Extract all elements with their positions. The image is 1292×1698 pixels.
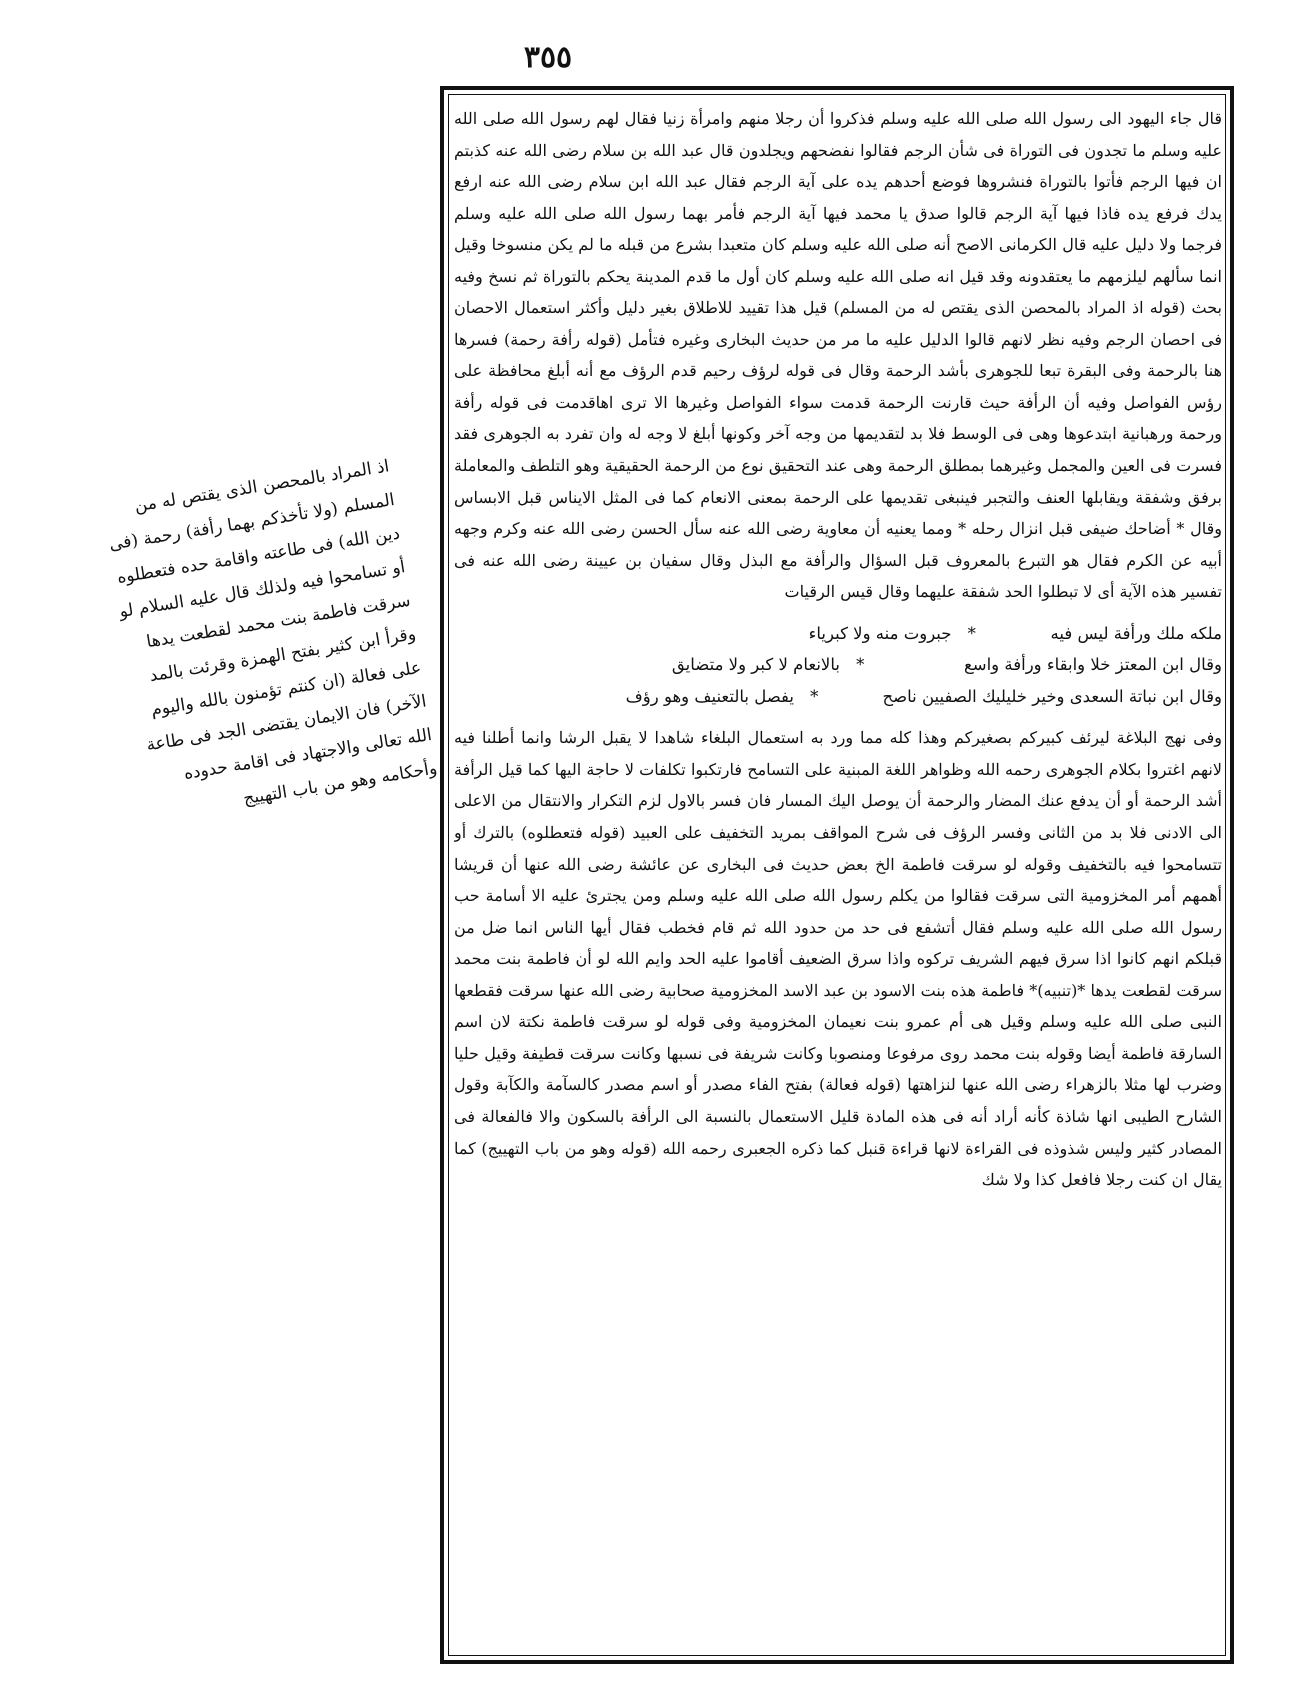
main-text-column [454,103,1222,1655]
verse-separator: * [856,655,865,675]
verse-hemistich-first: خلا وابقاء ورأفة واسع [963,655,1111,675]
verse-line [454,618,1222,650]
margin-note-text: اذ المراد بالمحصن الذى يقتص له من المسلم (ولا تأخذكم بهما رأفة) رحمة (فى دين الله) فى طاعته واقامة حده فتعطلوه أو تسامحوا فيه ولذلك قال عليه السلام لو سرقت فاطمة بنت محمد لقطعت يدها وقرأ ابن كثير بفتح الهمزة وقرئت بالمد على فعالة (ان كنتم تؤمنون بالله واليوم الآخر) فان الايمان يقتضى الجد فى طاعة الله تعالى والاجتهاد فى اقامة حدوده وأحكامه وهو من باب التهييج [107,456,439,809]
verse-hemistich-second: جبروت منه ولا كبرياء [808,623,952,643]
margin-note [90,449,460,960]
verse-hemistich-second: بالانعام لا كبر ولا متضايق [671,655,840,675]
verse-line [454,649,1222,681]
verse-separator: * [810,686,819,706]
main-text-paragraph: قال جاء اليهود الى رسول الله صلى الله عليه وسلم فذكروا أن رجلا منهم وامرأة زنيا فقال لهم رسول الله صلى الله عليه وسلم ما تجدون فى التوراة فى شأن الرجم فقالوا نفضحهم ويجلدون قال عبد الله بن سلام رضى الله عنه كذبتم ان فيها الرجم فأتوا بالتوراة فنشروها فوضع أحدهم يده على آية الرجم فقال عبد الله ابن سلام رضى الله عنه ارفع يدك فرفع يده فاذا فيها آية الرجم قالوا صدق يا محمد فيها آية الرجم فأمر بهما رسول الله صلى الله عليه وسلم فرجما ولا دليل عليه قال الكرمانى الاصح أنه صلى الله عليه وسلم كان متعبدا بشرع من قبله ما لم يكن منسوخا وقيل انما سألهم ليلزمهم ما يعتقدونه وقد قيل انه صلى الله عليه وسلم كان أول ما قدم المدينة يحكم بالتوراة ثم نسخ وفيه بحث (قوله اذ المراد بالمحصن الذى يقتص له من المسلم) قيل هذا تقييد للاطلاق بغير دليل وأكثر استعمال الاحصان فى احصان الرجم وفيه نظر لانهم قالوا الدليل عليه ما مر من حديث البخارى وغيره فتأمل (قوله رأفة رحمة) فسرها هنا بالرحمة وفى البقرة تبعا للجوهرى بأشد الرحمة وقال فى قوله لرؤف رحيم قدم الرؤف مع أنه أبلغ محافظة على رؤس الفواصل وفيه أن الرأفة حيث قارنت الرحمة قدمت سواء الفواصل وغيرها الا ترى اهاقدمت فى قوله رأفة ورحمة ورهبانية ابتدعوها وهى فى الوسط فلا بد لتقديمها من وجه آخر وكونها أبلغ لا وجه له وان تفرد به الجوهرى فقد فسرت فى العين والمجمل وغيرهما بمطلق الرحمة وهى عند التحقيق نوع من الرحمة الحقيقية وهو التلطف والمعاملة برفق وشفقة ويقابلها العنف والتجبر فينبغى تقديمها على الرحمة بمعنى الانعام كما فى المثل الايناس قبل الابساس وقال * أضاحك ضيفى قبل انزال رحله * ومما يعنيه أن معاوية رضى الله عنه سأل الحسن رضى الله عنه وكرم وجهه أبيه عن الكرم فقال هو التبرع بالمعروف قبل السؤال والرأفة مع البذل وقال سفيان بن عيينة رضى الله عنه فى تفسير هذه الآية أى لا تبطلوا الحد شفقة عليهما وقال قيس الرقيات [454,109,1222,602]
main-text-paragraph: وفى نهج البلاغة ليرئف كبيركم بصغيركم وهذا كله مما ورد به استعمال البلغاء شاهدا لا يقبل الرشا وانما أطلنا فيه لانهم اغتروا بكلام الجوهرى رحمه الله وظواهر اللغة المبنية على التسامح فارتكبوا تكلفات لا حاجة اليها كما قيل الرأفة أشد الرحمة أو أن يدفع عنك المضار والرحمة أن يوصل اليك المسار فان فسر بالاول لزم التكرار والانتقال من الاعلى الى الادنى فلا بد من الثانى وفسر الرؤف فى شرح المواقف بمريد التخفيف على العبيد (قوله فتعطلوه) بالترك أو تتسامحوا فيه بالتخفيف وقوله لو سرقت فاطمة الخ بعض حديث فى البخارى عن عائشة رضى الله عنها أن قريشا أهمهم أمر المخزومية التى سرقت فقالوا من يكلم رسول الله صلى الله عليه وسلم ومن يجترئ عليه الا أسامة حب رسول الله صلى الله عليه وسلم فقال أتشفع فى حد من حدود الله ثم قام فخطب فقال أيها الناس انما ضل من قبلكم انهم كانوا اذا سرق فيهم الشريف تركوه واذا سرق الضعيف أقاموا عليه الحد وايم الله لو أن فاطمة بنت محمد سرقت لقطعت يدها *(تنبيه)* فاطمة هذه بنت الاسود بن عبد الاسد المخزومية صحابية رضى الله عنها سرقت فقطعها النبى صلى الله عليه وسلم وقيل هى أم عمرو بنت نعيمان المخزومية وفى قوله لو سرقت فاطمة نكتة لان اسم السارقة فاطمة أيضا وقوله بنت محمد روى مرفوعا ومنصوبا وكانت شريفة فى نسبها وكانت سرقت قطيفة وقيل حليا وضرب لها مثلا بالزهراء رضى الله عنها لنزاهتها (قوله فعالة) بفتح الفاء مصدر أو اسم مصدر كالسآمة والكآبة وقول الشارح الطيبى انها شاذة كأنه أراد أنه فى هذه المادة قليل الاستعمال بالنسبة الى الرأفة بالسكون والا فالفعالة فى المصادر كثير وليس شذوذه فى القراءة لانها قراءة قنبل كما ذكره الجعبرى رحمه الله (قوله وهو من باب التهييج) كما يقال ان كنت رجلا فافعل كذا ولا شك [454,728,1222,1190]
verse-separator: * [967,623,976,643]
verse-prefix: وقال ابن المعتز [1115,655,1222,675]
verse-line [454,681,1222,713]
spacer [454,712,1222,722]
verse-hemistich-first: وخير خليليك الصفيين ناصح [882,686,1065,706]
verse-hemistich-second: يفصل بالتعنيف وهو رؤف [625,686,794,706]
verse-prefix: وقال ابن نباتة السعدى [1069,686,1222,706]
verse-hemistich-first: ملكه ملك ورأفة ليس فيه [1050,623,1222,643]
page-number: ٣٥٥ [523,40,573,75]
spacer [454,608,1222,618]
